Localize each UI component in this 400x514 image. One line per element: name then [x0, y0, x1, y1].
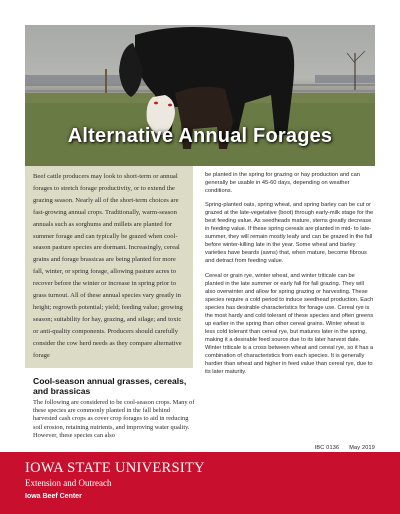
- hero-photo: [25, 25, 375, 166]
- publication-code: IBC 0136: [314, 445, 340, 451]
- publication-info: [315, 445, 375, 451]
- publication-date: May 2019: [349, 445, 375, 451]
- right-paragraph-2: Spring-planted oats, spring wheat, and spring barley can be cut or grazed at the late-vegetative (boot) through early-milk stage for the best feeding value. As seedheads mature, stems greatly decrease in feeding value. If these spring cereals are planted in mid- to late-summer, they will remain mostly leafy and can be grazed in the fall before winter-killing late in the year. Some wheat and barley varieties have beards (awns) that, when mature, become fibrous and detract from feeding value.: [205, 202, 374, 265]
- right-paragraph-1: be planted in the spring for grazing or hay production and can generally be usable in 45-60 days, depending on weather conditions.: [205, 172, 360, 195]
- right-column: [205, 171, 375, 382]
- center-label: Iowa Beef Center: [25, 493, 82, 500]
- university-wordmark: IOWA STATE UNIVERSITY: [25, 460, 205, 476]
- section-heading: Cool-season annual grasses, cereals, and brassicas: [33, 376, 187, 396]
- intro-panel: [25, 166, 193, 368]
- right-paragraph-3: Cereal or grain rye, winter wheat, and winter triticale can be planted in the late summer or early fall for fall grazing. They will also overwinter and allow for spring grazing or harvesting. These species require a cold period to induce seedhead production. Each species has desirable characteristics for forage use. Cereal rye is the most hardy and cold tolerant of these species and often greens up earlier in the spring than other cereal grains. Winter wheat is less cold tolerant than cereal rye, but matures later in the spring, making it a desirable feed source due to its later harvest date. Winter triticale is a cross between wheat and cereal rye, so it has a combination of characteristics from each species. It is generally hardier than wheat and higher in feed value than cereal rye, due to its later maturity.: [205, 272, 374, 376]
- section-paragraph: The following are considered to be cool-season crops. Many of these species are commonly planted in the fall behind harvested cash crops as cover crop forages to aid in reducing soil erosion, retaining nutrients, and improving water quality. However, these species can also: [33, 399, 195, 439]
- page-title: Alternative Annual Forages: [67, 125, 333, 147]
- footer-banner: [0, 452, 400, 514]
- extension-label: Extension and Outreach: [25, 478, 112, 488]
- intro-paragraph: Beef cattle producers may look to short-term or annual forages to stretch forage productivity, or to extend the grazing season. Nearly all of the short-term choices are fast-growing annual crops. Traditionally, warm-season annuals such as sorghums and millets are planted for summer forage and can typically be grazed when cool-season pasture species are dormant. Increasingly, cereal grains and forage brassicas are being planted for more fall, winter, or spring forage, allowing pasture acres to recover before the winter or increase in spring prior to grass turnout. All of these annual species vary greatly in height; regrowth potential; yield; feeding value; growing season; suitability for hay, grazing, and silage; and toxic or anti-quality components. Producers should carefully consider the cow herd needs as they compare alternative forage: [33, 173, 183, 359]
